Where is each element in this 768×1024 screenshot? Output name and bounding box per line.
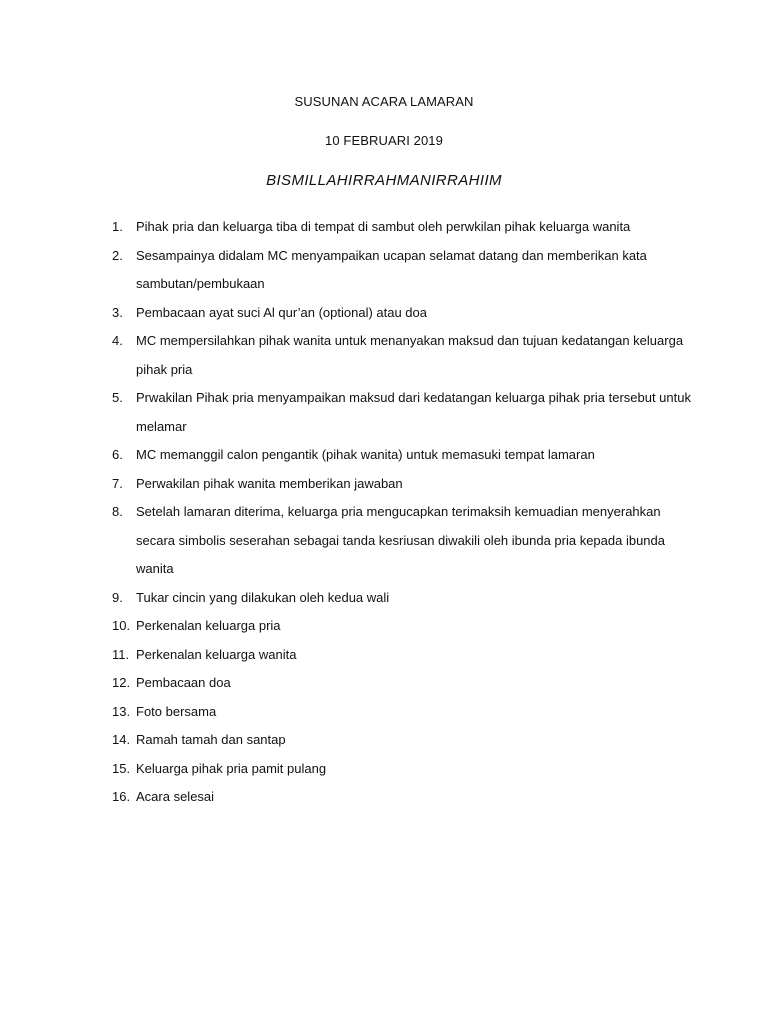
list-item: [112, 384, 692, 441]
item-number: 13.: [112, 703, 131, 719]
item-number: 8.: [112, 504, 123, 519]
item-number: 4.: [112, 333, 123, 348]
list-item: [112, 783, 692, 812]
document-title: SUSUNAN ACARA LAMARAN: [294, 94, 474, 109]
item-text: Prwakilan Pihak pria menyampaikan maksud dari kedatangan keluarga pihak pria tersebut untuk melamar: [136, 390, 691, 434]
list-item: [112, 441, 692, 470]
list-item: [112, 669, 692, 698]
item-number: 5.: [112, 390, 123, 405]
list-item: [112, 213, 692, 242]
list-item: [112, 470, 692, 499]
list-item: [112, 612, 692, 641]
item-number: 6.: [112, 447, 123, 462]
item-text: Tukar cincin yang dilakukan oleh kedua wali: [136, 589, 390, 605]
item-number: 15.: [112, 760, 131, 776]
item-text: Perkenalan keluarga wanita: [136, 646, 297, 662]
item-text: Keluarga pihak pria pamit pulang: [136, 760, 327, 776]
list-item: [112, 755, 692, 784]
item-text: Perwakilan pihak wanita memberikan jawaban: [136, 475, 403, 491]
item-number: 3.: [112, 304, 123, 320]
list-item: [112, 584, 692, 613]
list-item: [112, 698, 692, 727]
list-item: [112, 498, 692, 584]
agenda-list: [112, 213, 692, 812]
item-number: 14.: [112, 732, 131, 747]
list-item: [112, 641, 692, 670]
item-text: Ramah tamah dan santap: [136, 732, 286, 747]
document-date: 10 FEBRUARI 2019: [325, 133, 443, 148]
item-text: Sesampainya didalam MC menyampaikan ucapan selamat datang dan memberikan kata sambutan/pembukaan: [136, 247, 647, 291]
item-text: Foto bersama: [136, 703, 217, 719]
item-text: MC memanggil calon pengantik (pihak wanita) untuk memasuki tempat lamaran: [136, 447, 595, 462]
item-number: 12.: [112, 675, 131, 690]
item-text: MC mempersilahkan pihak wanita untuk menanyakan maksud dan tujuan kedatangan keluarga pihak pria: [136, 333, 684, 377]
item-number: 16.: [112, 789, 131, 804]
list-item: [112, 726, 692, 755]
item-text: Pembacaan doa: [136, 675, 231, 690]
item-text: Setelah lamaran diterima, keluarga pria mengucapkan terimaksih kemuadian menyerahkan secara simbolis seserahan sebagai tanda kesriusan diwakili oleh ibunda pria kepada ibunda wanita: [136, 504, 666, 576]
item-text: Pihak pria dan keluarga tiba di tempat di sambut oleh perwkilan pihak keluarga wanita: [136, 219, 631, 234]
item-number: 11.: [112, 646, 130, 662]
item-number: 2.: [112, 247, 123, 263]
list-item: [112, 299, 692, 328]
item-number: 9.: [112, 589, 123, 605]
document-opening: BISMILLAHIRRAHMANIRRAHIIM: [266, 172, 502, 189]
item-text: Acara selesai: [136, 789, 215, 804]
item-number: 1.: [112, 219, 123, 234]
item-number: 7.: [112, 475, 123, 491]
list-item: [112, 242, 692, 299]
item-text: Perkenalan keluarga pria: [136, 618, 281, 633]
list-item: [112, 327, 692, 384]
item-number: 10.: [112, 618, 131, 633]
item-text: Pembacaan ayat suci Al qur’an (optional) atau doa: [136, 304, 428, 320]
